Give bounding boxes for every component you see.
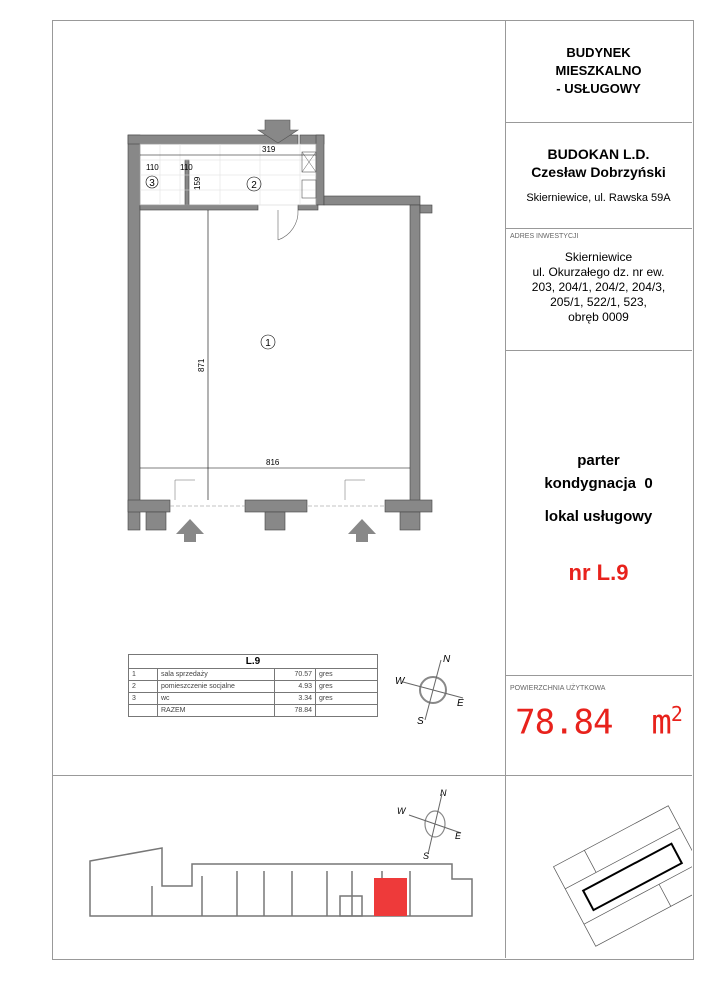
room-number: 3 [149,178,155,189]
cell: 2 [129,681,158,693]
compass-icon [397,788,462,861]
divider [505,122,692,123]
building-key-plan [52,776,692,958]
compass-e: E [457,698,464,709]
cell: pomieszczenie socjalne [158,681,275,693]
company-line: Czesław Dobrzyński [531,164,666,180]
building-line: - USŁUGOWY [556,81,641,96]
address-line: 203, 204/1, 204/2, 204/3, [531,280,666,294]
address-line: Skierniewice [564,250,633,264]
dimension-label: 110 [146,163,159,172]
unit-highlight [374,878,407,916]
cell: 4.93 [275,681,316,693]
divider [505,675,692,676]
divider [505,20,506,775]
cell: RAZEM [158,705,275,717]
cell: 70.57 [275,669,316,681]
entrance-arrow-icon [348,519,376,542]
building-line: BUDYNEK [566,45,631,60]
unit-type: lokal usługowy [544,508,653,525]
cell: 1 [129,669,158,681]
table-title: L.9 [129,655,378,669]
company-line: BUDOKAN L.D. [547,146,650,162]
floor-label: parter [577,452,620,469]
cell: 3.34 [275,693,316,705]
investment-label: ADRES INWESTYCJI [510,233,579,240]
address-line: 205/1, 522/1, 523, [550,295,647,309]
room-number: 2 [251,180,257,191]
address-line: ul. Okurzałego dz. nr ew. [532,265,665,279]
site-map [553,806,692,946]
cell: sala sprzedaży [158,669,275,681]
table-row [129,705,378,717]
cell [129,705,158,717]
address-line: obręb 0009 [568,310,629,324]
compass-w: W [395,676,405,687]
compass-n: N [440,788,447,798]
cell: gres [316,669,378,681]
area-sup: 2 [670,702,682,726]
divider [505,228,692,229]
compass-e: E [455,831,462,841]
dimension-label: 319 [262,145,276,154]
room-number: 1 [265,338,271,349]
cell: wc [158,693,275,705]
cell [316,705,378,717]
entrance-arrow-icon [176,519,204,542]
area-table [128,654,378,717]
table-row [129,681,378,693]
investment-address [505,250,692,325]
company-name [505,145,692,181]
level-label: kondygnacja 0 [544,475,653,492]
cell: gres [316,693,378,705]
compass-n: N [443,654,451,665]
building-title [505,44,692,98]
table-row [129,693,378,705]
compass-s: S [423,851,430,861]
dimension-label: 110 [180,163,193,172]
building-line: MIESZKALNO [555,63,642,78]
dimension-label: 159 [193,176,202,190]
compass-s: S [417,716,424,727]
unit-number: nr L.9 [568,560,629,585]
area-number: 78.84 m [515,702,671,743]
area-label: POWIERZCHNIA UŻYTKOWA [510,685,606,692]
dimension-label: 871 [197,358,206,372]
compass-w: W [397,806,406,816]
dimension-label: 816 [266,458,280,467]
cell: 3 [129,693,158,705]
company-address: Skierniewice, ul. Rawska 59A [526,192,671,204]
cell: gres [316,681,378,693]
compass-icon [395,654,464,727]
area-value [505,702,692,742]
cell: 78.84 [275,705,316,717]
table-row [129,669,378,681]
divider [505,350,692,351]
